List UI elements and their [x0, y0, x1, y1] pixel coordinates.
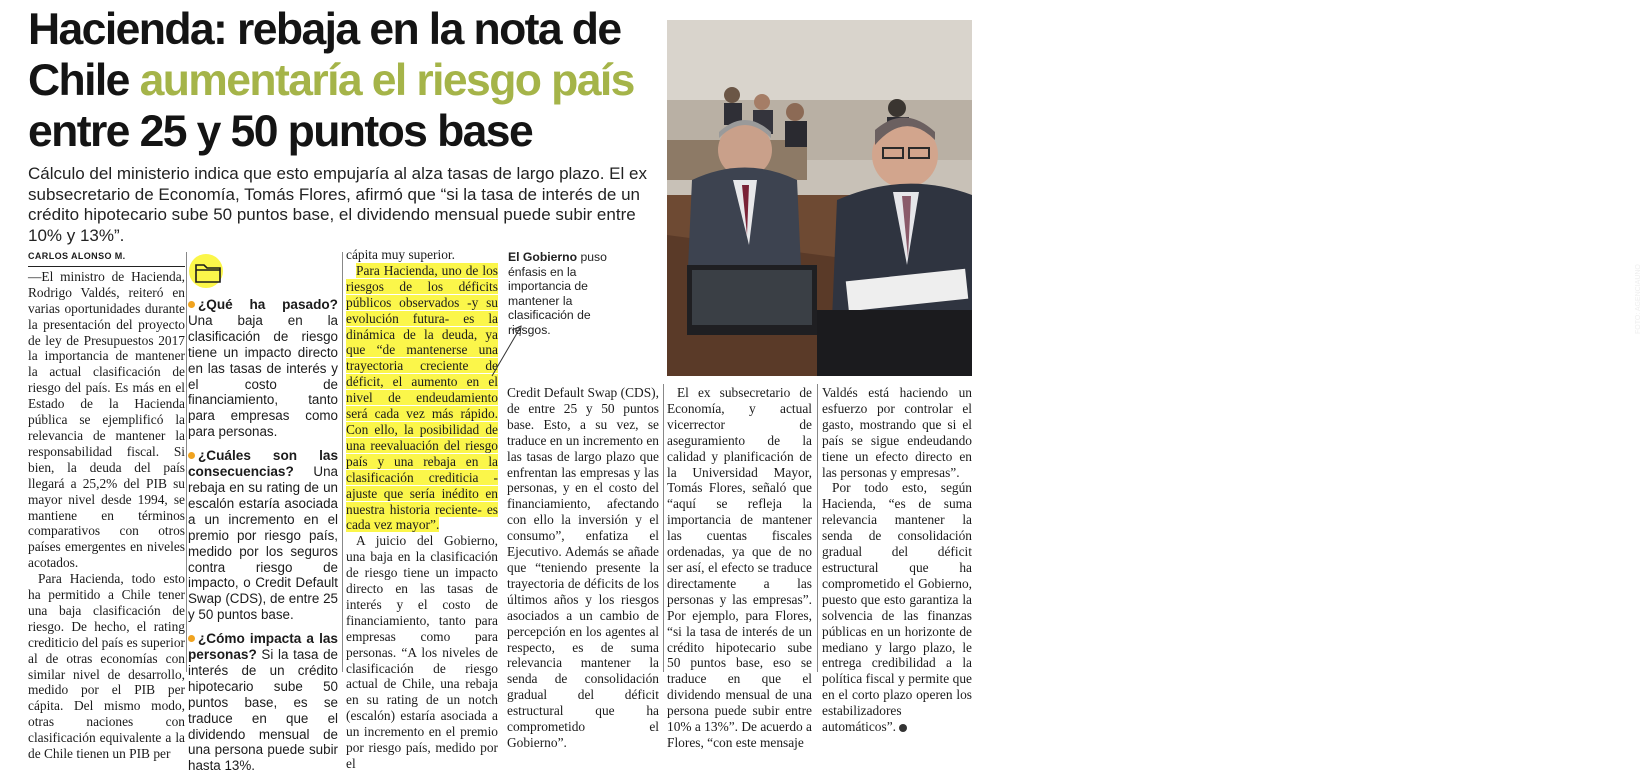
qa-item: [188, 448, 338, 623]
article-column-4: [507, 385, 659, 751]
end-mark-icon: [899, 724, 907, 732]
headline-part2: entre 25 y 50 puntos base: [28, 107, 533, 156]
headline-part1: Hacienda: rebaja en la nota de Chile: [28, 5, 621, 105]
meeting-photo-illustration: [667, 20, 972, 376]
paragraph: El ex subsecretario de Economía, y actual vicerrector de aseguramiento de la calidad y planificación de la Universidad Mayor, Tomás Flores, señaló que “aquí se refleja la importancia de mantener las cuentas fiscales ordenadas, ya que de no ser así, el efecto se traduce directamente a las personas y las empresas”. Por ejemplo, para Flores, “si la tasa de interés de un crédito hipotecario sube 50 puntos base, eso se traduce en que el dividendo mensual de una persona puede subir entre 10% a 13%”. De acuerdo a Flores, “con este mensaje: [667, 385, 812, 750]
column-divider: [186, 252, 187, 672]
paragraph: cápita muy superior.: [346, 247, 455, 262]
qa-answer: Una rebaja en su rating de un escalón estaría asociada a un incremento en el premio por riesgo país, medido por los seguros contra riesgo de impacto, o Credit Default Swap (CDS), de entre 25 y 50 puntos base.: [188, 464, 338, 623]
column-divider: [342, 252, 343, 672]
article-column-5: [667, 385, 812, 751]
headline-accent: aumentaría el riesgo país: [139, 56, 634, 105]
qa-sidebar: [188, 249, 338, 782]
qa-question: ¿Cómo impacta a las personas?: [188, 631, 338, 663]
article-column-6: [822, 385, 972, 735]
bullet-icon: [188, 452, 195, 459]
byline: CARLOS ALONSO M.: [28, 249, 185, 267]
news-photo: [667, 20, 1642, 376]
paragraph: Valdés está haciendo un esfuerzo por controlar el gasto, mostrando que si el país se sigue endeudando tiene un efecto directo en las personas y empresas”.: [822, 385, 972, 480]
pull-quote-bold: El Gobierno: [508, 250, 578, 264]
qa-item: [188, 631, 338, 774]
paragraph: Para Hacienda, todo esto ha permitido a Chile tener una baja clasificación de riesgo. De hecho, el rating crediticio del país es superior al de otras economías con similar nivel de desarrollo, medido por el PIB per cápita. Del mismo modo, otras naciones con clasificación equivalente a la de Chile tienen un PIB per: [28, 571, 185, 762]
qa-item: [188, 297, 338, 440]
highlighted-text: Para Hacienda, uno de los riesgos de los déficits públicos observados -y su evolución futura- es la dinámica de la deuda, ya que “de mantenerse una trayectoria creciente de déficit, el aumento en el nivel de endeudamiento será cada vez más rápido. Con ello, la posibilidad de una reevaluación del riesgo país y una rebaja en la clasificación crediticia -ajuste que sería inédito en nuestra historia reciente- es cada vez mayor”.: [346, 262, 498, 533]
qa-answer: Si la tasa de interés de un crédito hipotecario sube 50 puntos base, es se traduce en que el dividendo mensual de una persona puede subir hasta 13%.: [188, 647, 338, 774]
column-divider: [663, 384, 664, 672]
paragraph: [822, 480, 972, 735]
bullet-icon: [188, 635, 195, 642]
bullet-icon: [188, 301, 195, 308]
highlighted-paragraph: [346, 263, 498, 533]
qa-question: ¿Qué ha pasado?: [198, 297, 338, 312]
folder-icon: [188, 253, 228, 289]
column-divider: [817, 384, 818, 672]
qa-question: ¿Cuáles son las consecuencias?: [188, 448, 338, 480]
pull-quote-text: puso énfasis en la importancia de mantener la clasificación de riesgos.: [508, 250, 607, 337]
paragraph: A juicio del Gobierno, una baja en la clasificación de riesgo tiene un impacto directo en las tasas de interés y el costo de financiamiento, tanto para empresas como para personas. “A los niveles de clasificación de riesgo actual de Chile, una rebaja en su rating de un notch (escalón) estaría asociada a un incremento en el premio por riesgo país, medido por el: [346, 533, 498, 771]
paragraph: Credit Default Swap (CDS), de entre 25 y 50 puntos base. Esto, a su vez, se traduce en un incremento en las tasas de largo plazo que enfrentan las empresas y las personas, y en el costo del financiamiento, afectando con ello la inversión y el consumo”, enfatiza el Ejecutivo. Además se añade que “teniendo presente la trayectoria de déficits de los últimos años y los riesgos asociados a un cambio de percepción en los agentes al respecto, es de suma relevancia mantener la senda de consolidación gradual del déficit estructural que ha comprometido el Gobierno”.: [507, 385, 659, 750]
pull-quote-arrow-icon: [490, 318, 530, 378]
headline: [28, 4, 668, 157]
deck-subtitle: Cálculo del ministerio indica que esto empujaría al alza tasas de largo plazo. El ex subsecretario de Economía, Tomás Flores, afirmó que “si la tasa de interés de un crédito hipotecario sube 50 puntos base, el dividendo mensual puede subir entre 10% y 13%”.: [28, 164, 647, 245]
photo-credit: FOTO: AGENCIAUNO: [1635, 264, 1642, 334]
paragraph: —El ministro de Hacienda, Rodrigo Valdés, reiteró en varias oportunidades durante la presentación del proyecto de ley de Presupuestos 2017 la importancia de mantener la actual clasificación de riesgo del país. Es más en el Estado de la Hacienda pública se ejemplificó la relevancia de mantener la responsabilidad fiscal. Si bien, la deuda del país llegará a 25,2% del PIB su mayor nivel desde 1994, se mantiene en términos comparativos con otros países emergentes en niveles acotados.: [28, 268, 185, 571]
paragraph-text: Por todo esto, según Hacienda, “es de suma relevancia mantener la senda de consolidación gradual del déficit estructural que ha comprometido el Gobierno, puesto que esto garantiza la solvencia de las finanzas públicas en un horizonte de mediano y largo plazo, le entrega credibilidad a la política fiscal y permite que en el corto plazo operen los estabilizadores automáticos”.: [822, 480, 972, 735]
article-column-3: [346, 247, 498, 772]
article-column-1: [28, 249, 185, 762]
qa-answer: Una baja en la clasificación de riesgo tiene un impacto directo en las tasas de interés y el costo de financiamiento, tanto para empresas como para personas.: [188, 312, 338, 440]
